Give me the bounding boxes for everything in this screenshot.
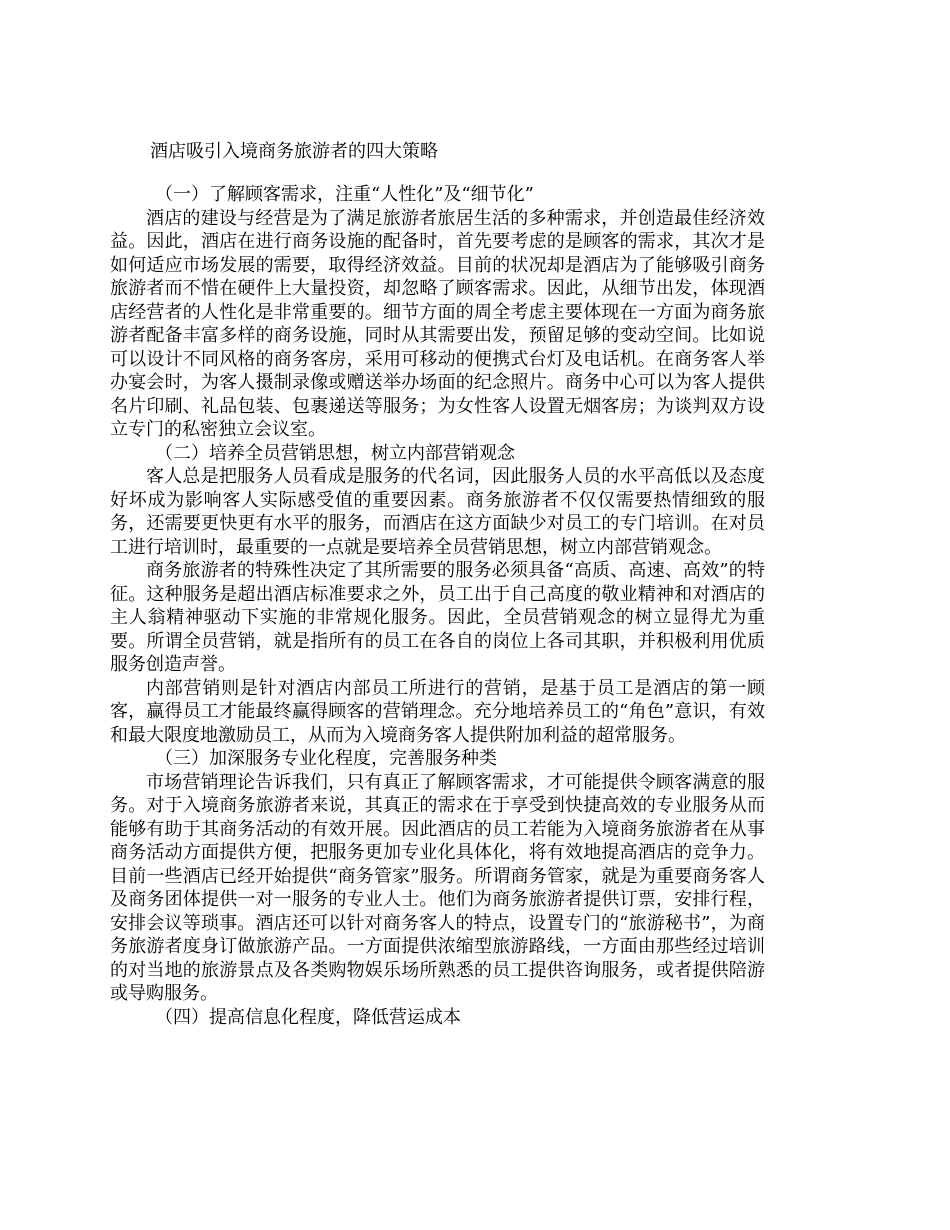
body-paragraph: 商务旅游者的特殊性决定了其所需要的服务必须具备“高质、高速、高效”的特征。这种服务是超出酒店标准要求之外，员工出于自己高度的敬业精神和对酒店的主人翁精神驱动下实施的非常规化服务。因此，全员营销观念的树立显得尤为重要。所谓全员营销，就是指所有的员工在各自的岗位上各司其职，并积极利用优质服务创造声誉。 [110, 560, 765, 675]
body-paragraph: 酒店的建设与经营是为了满足旅游者旅居生活的多种需求，并创造最佳经济效益。因此，酒店在进行商务设施的配备时，首先要考虑的是顾客的需求，其次才是如何适应市场发展的需要，取得经济效益。目前的状况却是酒店为了能够吸引商务旅游者而不惜在硬件上大量投资，却忽略了顾客需求。因此，从细节出发，体现酒店经营者的人性化是非常重要的。细节方面的周全考虑主要体现在一方面为商务旅游者配备丰富多样的商务设施，同时从其需要出发，预留足够的变动空间。比如说可以设计不同风格的商务客房，采用可移动的便携式台灯及电话机。在商务客人举办宴会时，为客人摄制录像或赠送举办场面的纪念照片。商务中心可以为客人提供名片印刷、礼品包装、包裹递送等服务；为女性客人设置无烟客房；为谈判双方设立专门的私密独立会议室。 [110, 207, 765, 440]
document-body [110, 183, 765, 1029]
body-paragraph: 市场营销理论告诉我们，只有真正了解顾客需求，才可能提供令顾客满意的服务。对于入境商务旅游者来说，其真正的需求在于享受到快捷高效的专业服务从而能够有助于其商务活动的有效开展。因此酒店的员工若能为入境商务旅游者在从事商务活动方面提供方便，把服务更加专业化具体化，将有效地提高酒店的竞争力。目前一些酒店已经开始提供“商务管家”服务。所谓商务管家，就是为重要商务客人及商务团体提供一对一服务的专业人士。他们为商务旅游者提供订票，安排行程，安排会议等琐事。酒店还可以针对商务客人的特点，设置专门的“旅游秘书”，为商务旅游者度身订做旅游产品。一方面提供浓缩型旅游路线，一方面由那些经过培训的对当地的旅游景点及各类购物娱乐场所熟悉的员工提供咨询服务，或者提供陪游或导购服务。 [110, 771, 765, 1004]
section-heading: （二）培养全员营销思想，树立内部营销观念 [155, 442, 515, 464]
section-heading: （三）加深服务专业化程度，完善服务种类 [155, 748, 497, 769]
document-title: 酒店吸引入境商务旅游者的四大策略 [150, 141, 438, 162]
section-heading: （一）了解顾客需求，注重“人性化”及“细节化” [155, 184, 534, 205]
body-paragraph: 内部营销则是针对酒店内部员工所进行的营销，是基于员工是酒店的第一顾客，赢得员工才能最终赢得顾客的营销理念。充分地培养员工的“角色”意识，有效和最大限度地激励员工，从而为入境商务客人提供附加利益的超常服务。 [110, 677, 765, 746]
section-heading: （四）提高信息化程度，降低营运成本 [155, 1006, 461, 1028]
body-paragraph: 客人总是把服务人员看成是服务的代名词，因此服务人员的水平高低以及态度好坏成为影响客人实际感受值的重要因素。商务旅游者不仅仅需要热情细致的服务，还需要更快更有水平的服务，而酒店在这方面缺少对员工的专门培训。在对员工进行培训时，最重要的一点就是要培养全员营销思想，树立内部营销观念。 [110, 466, 765, 558]
